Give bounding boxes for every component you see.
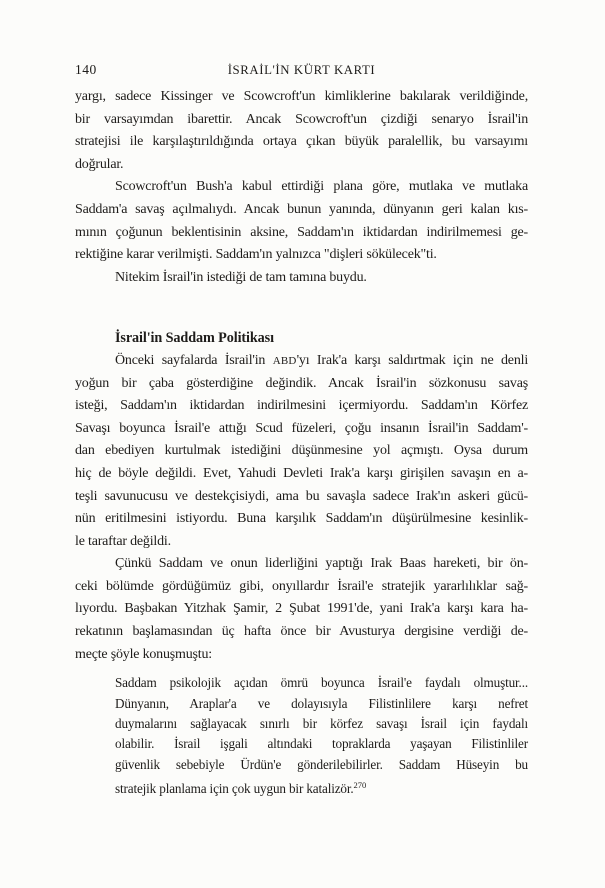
paragraph [75, 350, 528, 553]
text-segment: stratejisi ile karşılaştırıldığında ortaya çıkan büyük paralellik, bu varsayımı [75, 134, 528, 150]
text-line [75, 508, 528, 531]
text-segment: lıyordu. Başbakan Yitzhak Şamir, 2 Şubat 1991'de, yani Irak'a karşı kara ha- [75, 601, 528, 617]
paragraph [75, 86, 528, 176]
text-segment: Çünkü Saddam ve onun liderliğini yaptığı Irak Baas hareketi, bir ön- [115, 556, 528, 572]
paragraph [75, 267, 528, 290]
paragraph [75, 176, 528, 266]
text-line [75, 598, 528, 621]
text-segment: olabilir. İsrail işgali altındaki topraklarda yaşayan Filistinliler [115, 736, 528, 752]
text-segment: Saddam psikolojik açıdan ömrü boyunca İsrail'e faydalı olmuştur... [115, 675, 528, 691]
text-segment: stratejik planlama için çok uygun bir katalizör. [115, 781, 354, 797]
text-segment: Nitekim İsrail'in istediği de tam tamına buydu. [115, 269, 367, 285]
text-line [75, 395, 528, 418]
text-segment: ABD [272, 354, 297, 367]
text-line [75, 576, 528, 599]
text-segment: rekatının başlamasından üç hafta önce bir Avusturya dergisine verdiği de- [75, 624, 528, 640]
block-quote [115, 673, 528, 799]
text-segment: güvenlik sebebiyle Ürdün'e gönderilebilirler. Saddam Hüseyin bu [115, 756, 528, 772]
text-line [115, 734, 528, 754]
text-line [75, 350, 528, 373]
footnote-ref: 270 [353, 780, 367, 791]
text-line [115, 775, 528, 799]
text-segment: Dünyanın, Araplar'a ve dolayısıyla Filistinlilere karşı nefret [115, 695, 528, 711]
text-segment: isteği, Saddam'ın iktidardan indirilmesini içermiyordu. Saddam'ın Körfez [75, 398, 528, 414]
text-line [75, 109, 528, 132]
text-segment: duymalarını sağlayacak sınırlı bir körfez savaşı İsrail için faydalı [115, 716, 528, 732]
text-segment: bir varsayımdan ibarettir. Ancak Scowcroft'un çizdiği senaryo İsrail'in [75, 111, 528, 127]
text-line [75, 86, 528, 109]
text-segment: 'yı Irak'a karşı saldırtmak için ne denli [296, 352, 529, 368]
text-segment: meçte şöyle konuşmuştu: [75, 646, 212, 662]
text-segment: dan ebediyen kurtulmak istediğini düşünmesine yol açmıştı. Oysa durum [75, 443, 528, 459]
text-line [75, 463, 528, 486]
text-line [75, 222, 528, 245]
section-heading: İsrail'in Saddam Politikası [115, 330, 274, 347]
text-line [75, 553, 528, 576]
text-segment: Savaşı boyunca İsrail'e attığı Scud füzeleri, çoğu insanın İsrail'in Saddam'- [75, 420, 528, 436]
text-segment: Scowcroft'un Bush'a kabul ettirdiği plana göre, mutlaka ve mutlaka [115, 179, 528, 195]
text-line [115, 694, 528, 714]
text-segment: Önceki sayfalarda İsrail'in [115, 352, 273, 368]
text-segment: mının çoğunun beklentisinin aksine, Saddam'ın iktidardan indirilmemesi ge- [75, 224, 528, 240]
text-segment: nün eritilmesini istiyordu. Buna karşılık Saddam'ın düşürülmesine kesinlik- [75, 511, 528, 527]
text-line [75, 440, 528, 463]
text-line [75, 644, 528, 667]
running-head [75, 62, 528, 80]
text-segment: ceki bölümde gördüğümüz gibi, onyıllardır İsrail'e stratejik yararlılıklar sağ- [75, 578, 528, 594]
text-line [115, 755, 528, 775]
text-segment: yoğun bir çaba gösterdiğine değindik. Ancak İsrail'in sözkonusu savaş [75, 375, 528, 391]
text-line [75, 154, 528, 177]
text-segment: Saddam'a savaş açılmalıydı. Ancak bunun yanında, dünyanın geri kalan kıs- [75, 201, 528, 217]
text-segment: doğrular. [75, 156, 124, 172]
text-line [75, 176, 528, 199]
page-number: 140 [75, 62, 97, 77]
text-line [75, 373, 528, 396]
paragraph [75, 553, 528, 666]
text-line [75, 244, 528, 267]
text-segment: rektiğine karar verilmişti. Saddam'ın yalnızca "dişleri sökülecek"ti. [75, 247, 437, 263]
text-line [75, 531, 528, 554]
text-segment: le taraftar değildi. [75, 533, 171, 549]
text-line [75, 621, 528, 644]
text-line [115, 714, 528, 734]
text-line [75, 267, 528, 290]
body-text [75, 86, 528, 800]
text-line [75, 486, 528, 509]
running-title: İSRAİL'İN KÜRT KARTI [227, 63, 376, 77]
text-segment: hiç de böyle değildi. Evet, Yahudi Devleti Irak'a karşı girişilen savaşın en a- [75, 465, 528, 481]
text-line [75, 199, 528, 222]
text-line [75, 418, 528, 441]
text-segment: yargı, sadece Kissinger ve Scowcroft'un kimliklerine bakılarak verildiğinde, [75, 89, 528, 104]
text-line [75, 131, 528, 154]
text-segment: teşli savunucusu ve destekçisiydi, ama bu savaşla sadece Irak'ın askeri gücü- [75, 488, 528, 504]
text-line [115, 673, 528, 693]
